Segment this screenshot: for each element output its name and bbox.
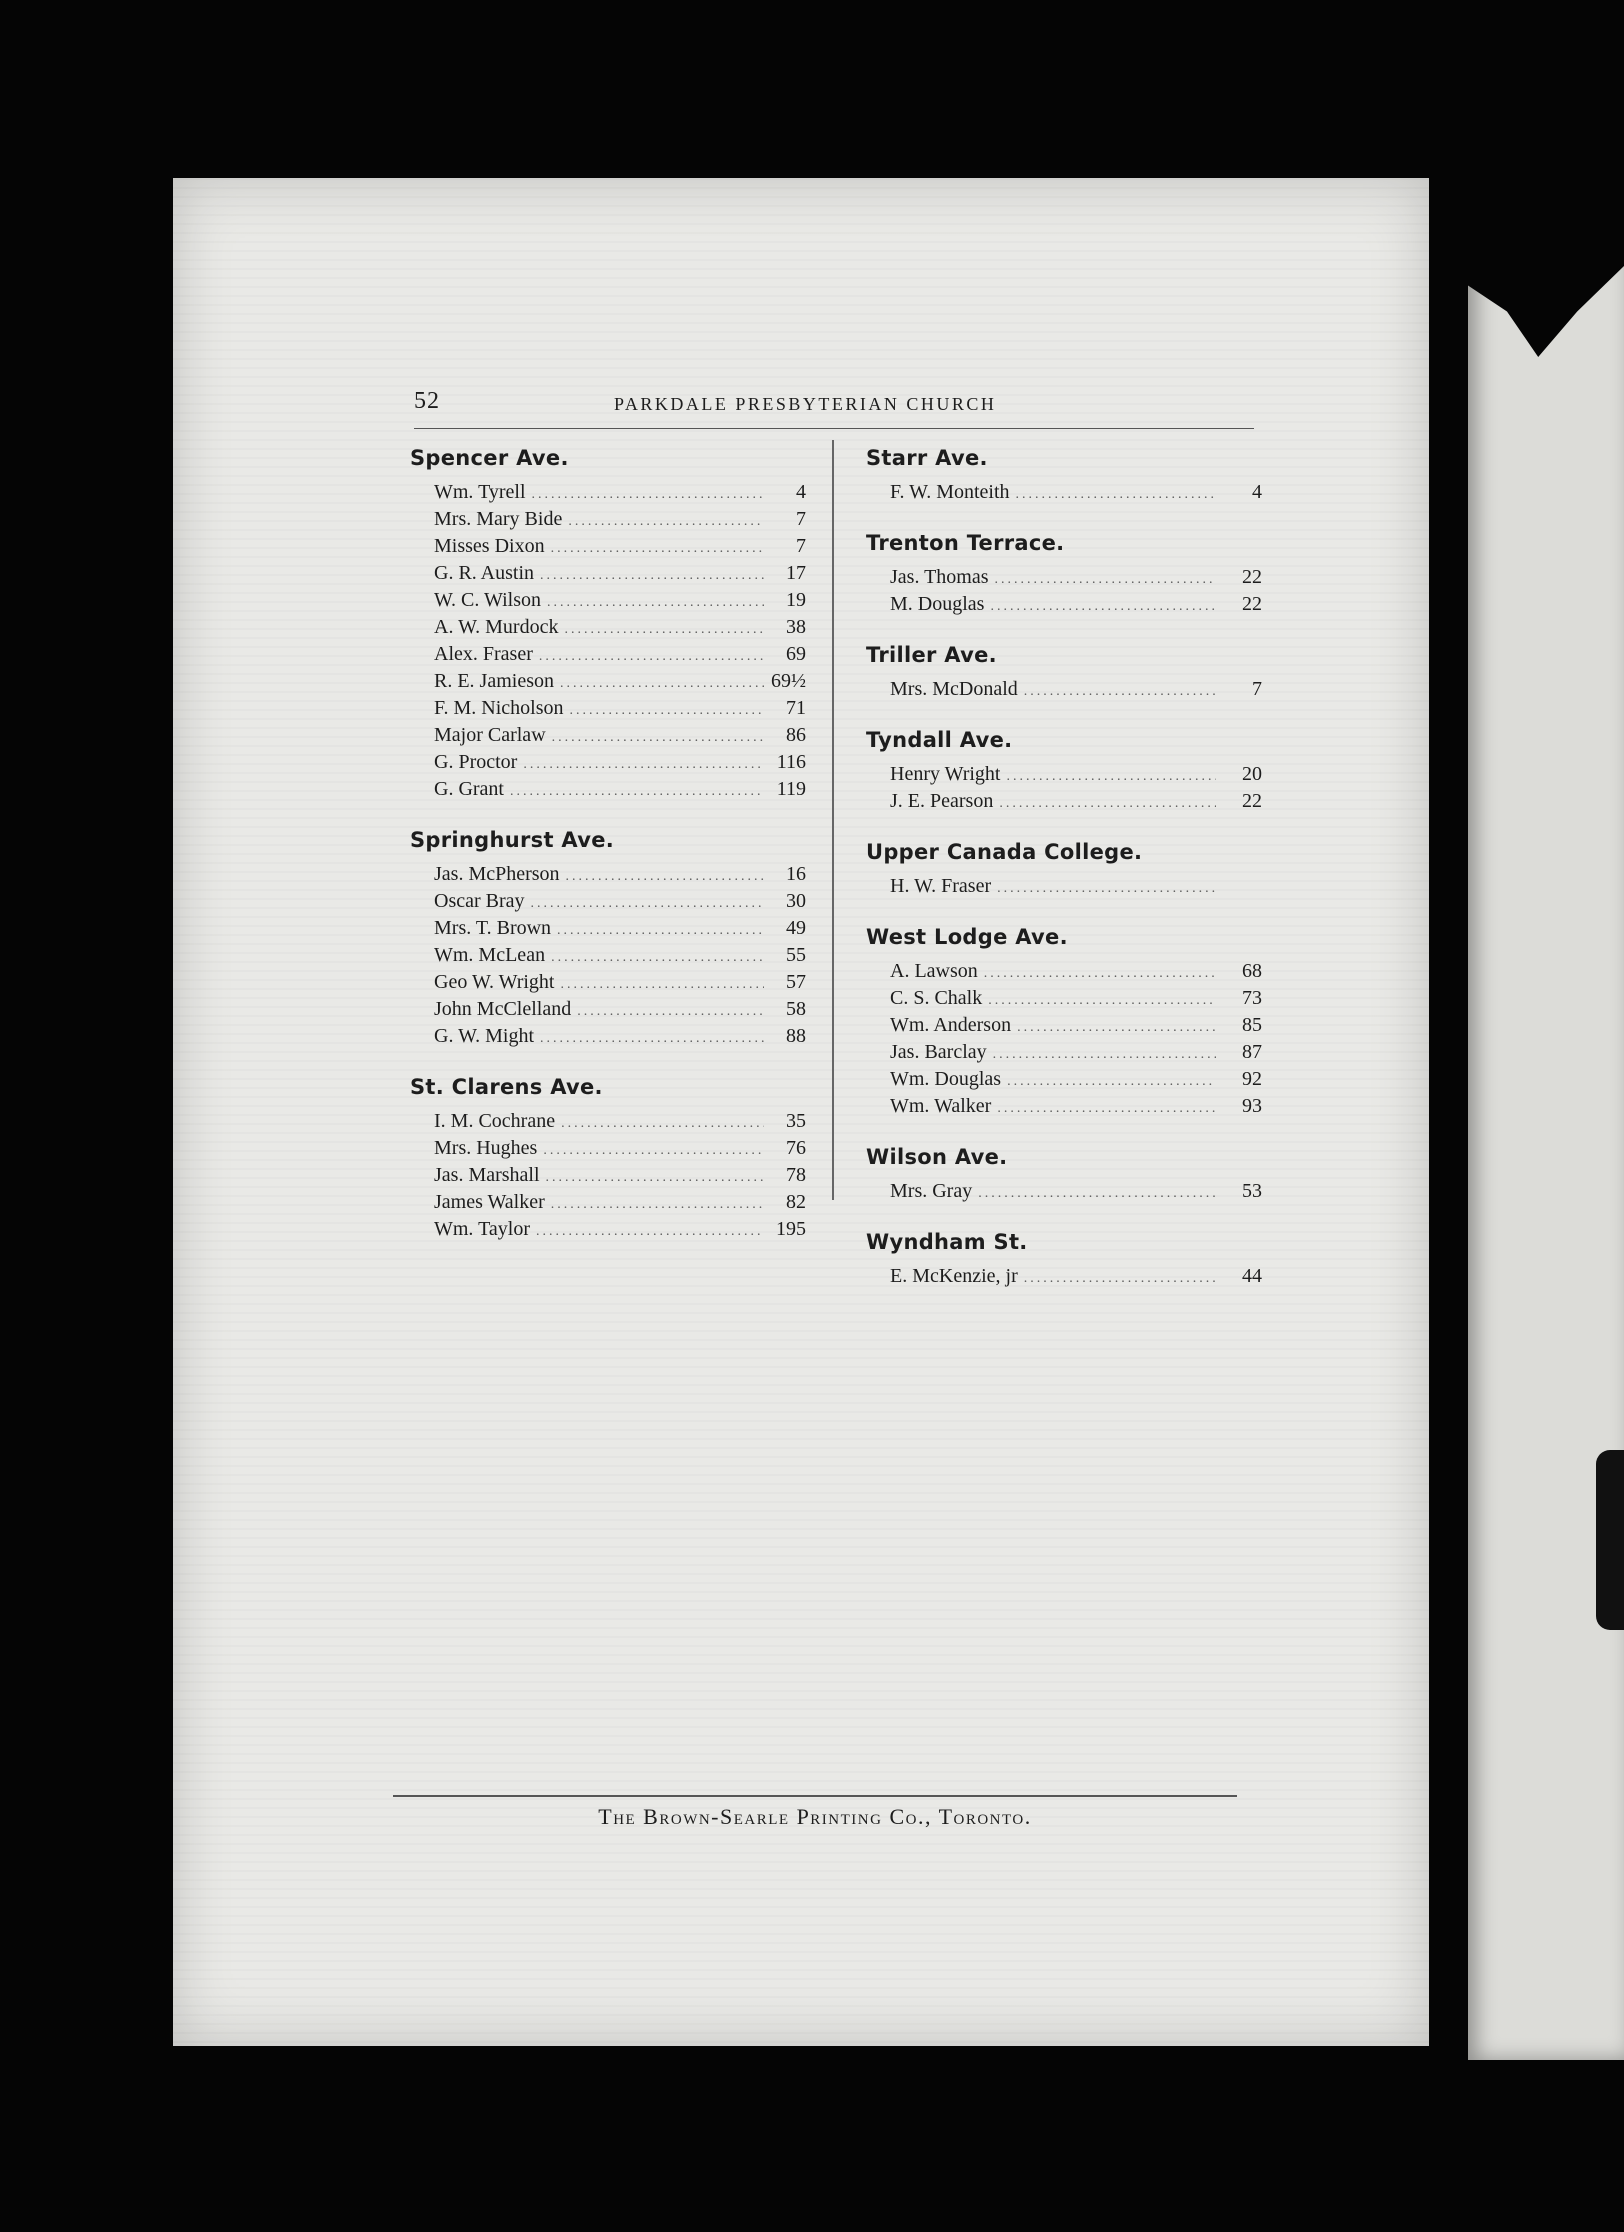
resident-name: G. R. Austin [434,562,535,584]
house-number: 55 [786,944,806,966]
resident-name: Geo W. Wright [434,971,555,993]
street-section [862,925,1262,1121]
street-section [862,1145,1262,1206]
resident-name: G. W. Might [434,1025,535,1047]
column-divider [832,440,834,1200]
resident-entry [862,874,1262,901]
resident-entry [406,1217,806,1244]
street-section [862,643,1262,704]
resident-entry [406,943,806,970]
resident-entry [406,997,806,1024]
torn-corner [1468,240,1624,370]
house-number: 22 [1242,566,1262,588]
resident-entry [406,862,806,889]
resident-entry [406,970,806,997]
resident-name: J. E. Pearson [890,790,994,812]
dot-leader [1024,1267,1216,1291]
street-heading: Springhurst Ave. [410,828,615,852]
house-number: 16 [786,863,806,885]
resident-entry [862,789,1262,816]
resident-name: R. E. Jamieson [434,670,554,692]
resident-entry [862,986,1262,1013]
dot-leader [568,510,764,534]
dot-leader [988,989,1216,1013]
street-section [862,1230,1262,1291]
resident-name: Mrs. McDonald [890,678,1018,700]
street-section [862,840,1262,901]
resident-name: Jas. McPherson [434,863,560,885]
resident-entry [862,1013,1262,1040]
house-number: 19 [786,589,806,611]
house-number: 69½ [771,670,806,692]
resident-entry [406,615,806,642]
house-number: 86 [786,724,806,746]
house-number: 53 [1242,1180,1262,1202]
street-heading: West Lodge Ave. [866,925,1068,949]
house-number: 22 [1242,593,1262,615]
resident-entry [406,1109,806,1136]
resident-name: F. W. Monteith [890,481,1010,503]
dot-leader [540,564,764,588]
house-number: 44 [1242,1265,1262,1287]
resident-name: C. S. Chalk [890,987,983,1009]
house-number: 68 [1242,960,1262,982]
resident-name: H. W. Fraser [890,875,992,897]
street-section [406,1075,806,1244]
dot-leader [543,1139,764,1163]
resident-name: E. McKenzie, jr [890,1265,1018,1287]
house-number: 4 [796,481,806,503]
house-number: 116 [776,751,806,773]
resident-name: M. Douglas [890,593,985,615]
footer-rule [393,1795,1237,1797]
dot-leader [978,1182,1216,1206]
house-number: 88 [786,1025,806,1047]
resident-entry [406,889,806,916]
dot-leader [551,946,764,970]
resident-entry [862,1067,1262,1094]
house-number: 7 [796,535,806,557]
resident-name: Alex. Fraser [434,643,533,665]
resident-name: Wm. Tyrell [434,481,526,503]
resident-entry [406,696,806,723]
adjacent-page-edge [1468,240,1624,2060]
resident-entry [406,561,806,588]
house-number: 73 [1242,987,1262,1009]
dot-leader [997,1097,1216,1121]
resident-name: G. Proctor [434,751,518,773]
dot-leader [566,865,764,889]
resident-entry [406,777,806,804]
dot-leader [551,537,764,561]
dot-leader [546,1166,764,1190]
house-number: 82 [786,1191,806,1213]
resident-entry [406,669,806,696]
resident-name: Wm. Taylor [434,1218,530,1240]
house-number: 4 [1252,481,1262,503]
street-heading: Wilson Ave. [866,1145,1008,1169]
resident-entry [406,723,806,750]
resident-name: Mrs. Mary Bide [434,508,563,530]
resident-name: Wm. Anderson [890,1014,1012,1036]
resident-name: G. Grant [434,778,504,800]
dot-leader [1017,1016,1216,1040]
resident-name: Mrs. Gray [890,1180,973,1202]
house-number: 92 [1242,1068,1262,1090]
resident-entry [862,1264,1262,1291]
house-number: 119 [776,778,806,800]
resident-name: Oscar Bray [434,890,525,912]
house-number: 93 [1242,1095,1262,1117]
street-section [862,728,1262,816]
resident-name: Mrs. T. Brown [434,917,552,939]
dot-leader [532,483,764,507]
dot-leader [551,1193,764,1217]
page-number: 52 [414,388,440,414]
house-number: 195 [776,1218,806,1240]
resident-entry [406,642,806,669]
street-section [862,446,1262,507]
resident-name: Wm. Douglas [890,1068,1002,1090]
resident-entry [406,507,806,534]
street-heading: St. Clarens Ave. [410,1075,603,1099]
resident-entry [406,588,806,615]
street-heading: Spencer Ave. [410,446,569,470]
house-number: 57 [786,971,806,993]
resident-name: Jas. Thomas [890,566,989,588]
resident-entry [862,1094,1262,1121]
house-number: 71 [786,697,806,719]
dot-leader [997,877,1216,901]
resident-name: Jas. Barclay [890,1041,987,1063]
resident-entry [406,1024,806,1051]
resident-entry [406,916,806,943]
house-number: 7 [796,508,806,530]
street-heading: Tyndall Ave. [866,728,1013,752]
house-number: 38 [786,616,806,638]
left-column [406,446,806,1268]
dot-leader [1024,680,1216,704]
tab-mark [1596,1450,1624,1630]
dot-leader [561,1112,764,1136]
resident-name: A. Lawson [890,960,978,982]
dot-leader [547,591,764,615]
resident-name: John McClelland [434,998,572,1020]
resident-entry [862,762,1262,789]
resident-entry [406,1136,806,1163]
resident-name: W. C. Wilson [434,589,541,611]
running-head: PARKDALE PRESBYTERIAN CHURCH [614,394,997,414]
house-number: 17 [786,562,806,584]
house-number: 78 [786,1164,806,1186]
resident-name: F. M. Nicholson [434,697,564,719]
dot-leader [984,962,1216,986]
house-number: 7 [1252,678,1262,700]
resident-entry [862,1040,1262,1067]
resident-entry [862,565,1262,592]
street-heading: Triller Ave. [866,643,997,667]
resident-entry [862,480,1262,507]
house-number: 35 [786,1110,806,1132]
resident-entry [862,959,1262,986]
house-number: 49 [786,917,806,939]
dot-leader [536,1220,764,1244]
resident-name: A. W. Murdock [434,616,559,638]
resident-name: Misses Dixon [434,535,545,557]
resident-name: Major Carlaw [434,724,546,746]
dot-leader [560,672,764,696]
resident-entry [862,592,1262,619]
street-heading: Wyndham St. [866,1230,1028,1254]
street-section [406,828,806,1051]
house-number: 76 [786,1137,806,1159]
dot-leader [570,699,764,723]
street-heading: Trenton Terrace. [866,531,1065,555]
house-number: 58 [786,998,806,1020]
dot-leader [564,618,764,642]
street-section [862,531,1262,619]
resident-name: Jas. Marshall [434,1164,540,1186]
dot-leader [552,726,764,750]
dot-leader [561,973,765,997]
resident-entry [406,1190,806,1217]
resident-entry [862,1179,1262,1206]
house-number: 87 [1242,1041,1262,1063]
dot-leader [1007,1070,1216,1094]
resident-name: James Walker [434,1191,545,1213]
resident-name: Wm. Walker [890,1095,992,1117]
resident-entry [862,677,1262,704]
resident-name: Henry Wright [890,763,1001,785]
house-number: 20 [1242,763,1262,785]
house-number: 22 [1242,790,1262,812]
resident-entry [406,534,806,561]
resident-name: I. M. Cochrane [434,1110,556,1132]
house-number: 85 [1242,1014,1262,1036]
page-header [414,388,1254,429]
dot-leader [531,892,764,916]
dot-leader [539,645,764,669]
resident-name: Mrs. Hughes [434,1137,538,1159]
printer-imprint: The Brown-Searle Printing Co., Toronto. [598,1804,1032,1829]
dot-leader [540,1027,764,1051]
street-section [406,446,806,804]
dot-leader [999,792,1216,816]
dot-leader [993,1043,1216,1067]
resident-entry [406,480,806,507]
resident-entry [406,750,806,777]
house-number: 30 [786,890,806,912]
resident-name: Wm. McLean [434,944,546,966]
dot-leader [557,919,764,943]
house-number: 69 [786,643,806,665]
resident-entry [406,1163,806,1190]
dot-leader [510,780,764,804]
right-column [862,446,1262,1315]
dot-leader [995,568,1216,592]
street-heading: Starr Ave. [866,446,988,470]
dot-leader [523,753,764,777]
dot-leader [1006,765,1216,789]
dot-leader [1016,483,1216,507]
dot-leader [577,1000,764,1024]
street-heading: Upper Canada College. [866,840,1143,864]
dot-leader [990,595,1216,619]
